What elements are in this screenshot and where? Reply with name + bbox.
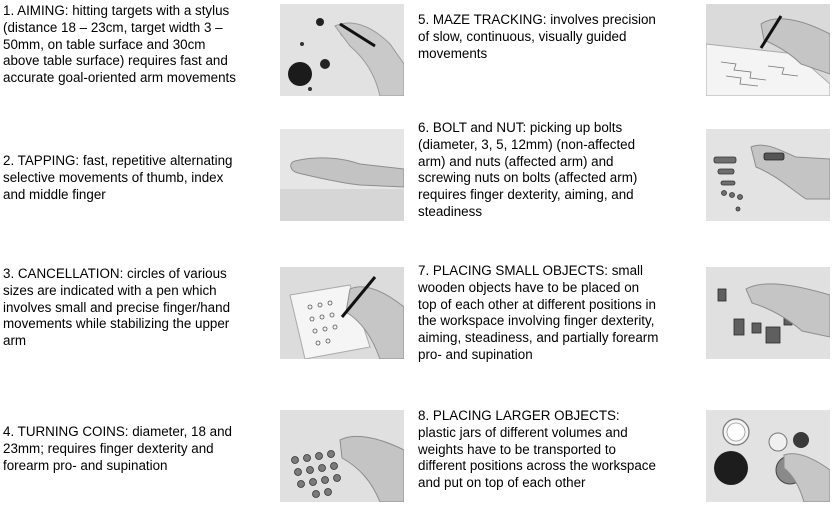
cancellation-photo	[280, 267, 404, 359]
task-text-line: (distance 18 – 23cm, target width 3 –	[3, 19, 223, 35]
task-text-line: accurate goal-oriented arm movements	[3, 70, 236, 86]
task-text-line: 50mm, on table surface and 30cm	[3, 36, 206, 52]
task-text-line: requires finger dexterity, aiming, and	[418, 187, 634, 203]
task-text-line: top of each other at different positions in	[418, 296, 656, 312]
aiming-photo	[280, 4, 404, 96]
task-text-line: 8. PLACING LARGER OBJECTS:	[418, 408, 620, 423]
task-text-line: 4. TURNING COINS: diameter, 18 and	[3, 424, 232, 439]
task-text-line: involves small and precise finger/hand	[3, 299, 231, 315]
task-text-line: plastic jars of different volumes and	[418, 424, 628, 440]
task-7-placing-small-objects-description	[418, 263, 658, 364]
task-3-cancellation-description	[3, 266, 230, 350]
task-text-line: and middle finger	[3, 186, 106, 202]
task-text-line: movements while stabilizing the upper	[3, 316, 230, 332]
task-4-turning-coins-description	[3, 424, 232, 474]
task-5-maze-tracking-description	[418, 12, 656, 62]
task-6-bolt-and-nut-description	[418, 120, 637, 221]
task-text-line: movements	[418, 45, 488, 61]
task-text-line: forearm pro- and supination	[3, 457, 168, 473]
task-text-line: (diameter, 3, 5, 12mm) (non-affected	[418, 136, 636, 152]
task-text-line: arm	[3, 333, 27, 349]
task-text-line: wooden objects have to be placed on	[418, 279, 640, 295]
tapping-photo	[280, 129, 404, 221]
task-text-line: and put on top of each other	[418, 475, 586, 491]
task-1-aiming-description	[3, 3, 236, 87]
task-text-line: pro- and supination	[418, 346, 533, 362]
task-text-line: 23mm; requires finger dexterity and	[3, 440, 214, 456]
task-text-line: sizes are indicated with a pen which	[3, 282, 217, 298]
task-text-line: above table surface) requires fast and	[3, 53, 228, 69]
task-8-placing-larger-objects-description	[418, 408, 656, 492]
maze-tracking-photo	[706, 4, 830, 96]
task-text-line: 2. TAPPING: fast, repetitive alternating	[3, 153, 233, 168]
task-text-line: selective movements of thumb, index	[3, 169, 224, 185]
task-text-line: different positions across the workspace	[418, 458, 656, 474]
task-text-line: of slow, continuous, visually guided	[418, 28, 627, 44]
task-text-line: steadiness	[418, 203, 483, 219]
placing-larger-objects-photo	[706, 410, 830, 502]
task-text-line: screwing nuts on bolts (affected arm)	[418, 170, 638, 186]
task-text-line: 3. CANCELLATION: circles of various	[3, 266, 227, 281]
turning-coins-photo	[280, 410, 404, 502]
task-text-line: arm) and nuts (affected arm) and	[418, 153, 614, 169]
task-text-line: 1. AIMING: hitting targets with a stylus	[3, 3, 230, 18]
task-text-line: 7. PLACING SMALL OBJECTS: small	[418, 263, 643, 278]
bolt-and-nut-photo	[706, 129, 830, 221]
task-text-line: aiming, steadiness, and partially forearm	[418, 330, 659, 346]
task-text-line: 6. BOLT and NUT: picking up bolts	[418, 120, 623, 135]
task-text-line: the workspace involving finger dexterity,	[418, 313, 655, 329]
placing-small-objects-photo	[706, 267, 830, 359]
task-2-tapping-description	[3, 153, 232, 203]
task-text-line: 5. MAZE TRACKING: involves precision	[418, 12, 656, 27]
task-text-line: weights have to be transported to	[418, 441, 617, 457]
